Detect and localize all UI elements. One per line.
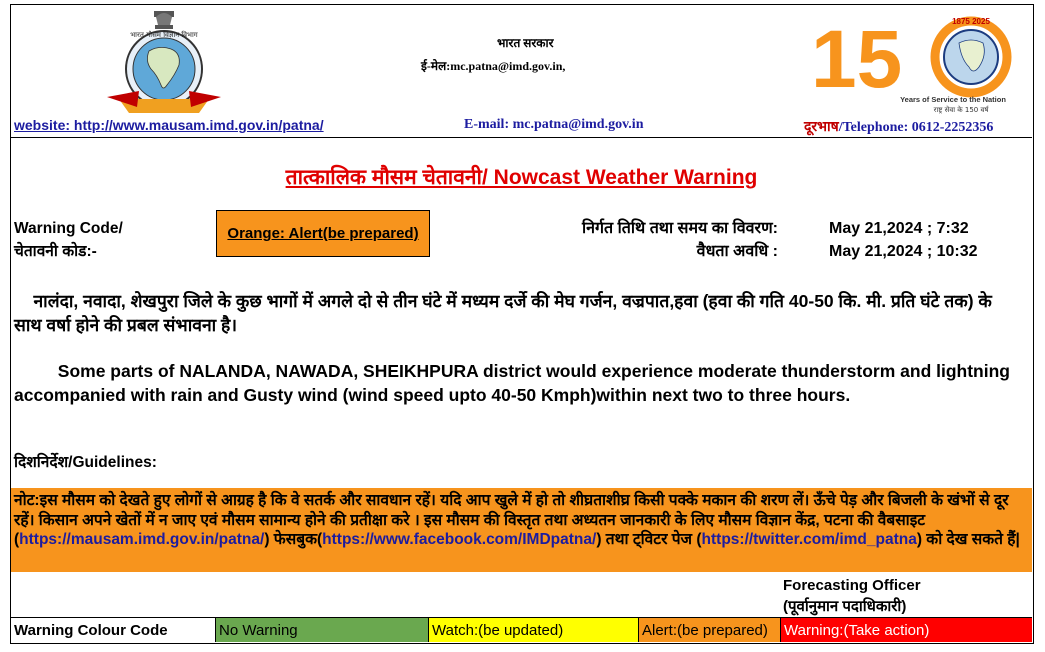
warning-code-badge: Orange: Alert(be prepared)	[216, 210, 430, 257]
legend-no-warning: No Warning	[216, 618, 429, 642]
logo-tagline: Years of Service to the Nation	[900, 95, 1006, 104]
email-hindi-line: ई-मेल:mc.patna@imd.gov.in,	[421, 59, 566, 73]
validity-label: वैधता अवधि :	[696, 243, 778, 260]
warning-text-english	[14, 359, 1024, 407]
page-title: तात्कालिक मौसम चेतावनी/ Nowcast Weather Warning	[285, 166, 758, 189]
facebook-link[interactable]: https://www.facebook.com/IMDpatna/	[322, 531, 597, 548]
legend-watch: Watch:(be updated)	[429, 618, 639, 642]
warning-code-label-en: Warning Code/	[14, 220, 123, 237]
logo-number: 15	[811, 15, 903, 105]
imd-150-years-logo	[811, 15, 1026, 115]
legend-warning: Warning:(Take action)	[781, 618, 1032, 642]
logo-tagline-hindi: राष्ट्र सेवा के 150 वर्ष	[933, 106, 989, 114]
warning-text-hindi	[14, 289, 1024, 337]
gov-name: भारत सरकार	[497, 36, 554, 50]
logo-years: 1875 2025	[952, 17, 990, 26]
issue-values	[829, 217, 978, 263]
emblem-text: भारत मौसम विज्ञान विभाग	[130, 31, 198, 39]
legend-alert: Alert:(be prepared)	[639, 618, 781, 642]
note-part-3: ) तथा ट्विटर पेज (	[596, 531, 702, 548]
imd-emblem-logo	[99, 9, 229, 117]
officer-title-hi: (पूर्वानुमान पदाधिकारी)	[783, 598, 907, 615]
guidelines-label: दिशनिर्देश/Guidelines:	[14, 454, 157, 471]
issue-time-label: निर्गत तिथि तथा समय का विवरण:	[582, 220, 778, 237]
phone-label-hindi: दूरभाष	[804, 120, 839, 135]
phone-number: /Telephone: 0612-2252356	[838, 120, 994, 135]
guidelines-note	[11, 488, 1032, 572]
warning-code-label-hi: चेतावनी कोड:-	[14, 243, 97, 260]
warning-text-hindi-content: नालंदा, नवादा, शेखपुरा जिले के कुछ भागों में अगले दो से तीन घंटे में मध्यम दर्जे की मेघ गर्जन, वज्रपात,हवा (हवा की गति 40-50 कि. मी. प्रति घंटे तक) के साथ वर्षा होने की प्रबल संभावना है।	[14, 291, 992, 335]
note-part-1: नोट:इस मौसम को देखते हुए लोगों से आग्रह है कि वे सतर्क और सावधान रहें। यदि आप खुले में हो तो शीघ्रताशीघ्र किसी पक्के मकान की शरण लें। ऊँचे पेड़ और बिजली के खंभों से दूर रहें। किसान अपने खेतों में न जाए एवं मौसम सामान्य होने की प्रतीक्षा करे । इस मौसम की विस्तृत तथा अध्यतन जानकारी के लिए मौसम विज्ञान केंद्र, पटना की वैबसाइट (	[14, 492, 1009, 548]
warning-code-label	[14, 217, 123, 263]
telephone	[804, 117, 993, 136]
warning-text-english-content: Some parts of NALANDA, NAWADA, SHEIKHPURA district would experience moderate thunderstorm and lightning accompanied with rain and Gusty wind (wind speed upto 40-50 Kmph)within next two to three hours.	[14, 361, 1010, 405]
officer-title-en: Forecasting Officer	[783, 577, 921, 594]
legend-label: Warning Colour Code	[11, 618, 216, 642]
note-part-4: ) को देख सकते हैं|	[916, 531, 1020, 548]
email-address: E-mail: mc.patna@imd.gov.in	[464, 117, 644, 132]
imd-patna-website-link[interactable]: https://mausam.imd.gov.in/patna/	[19, 531, 265, 548]
warning-colour-legend	[11, 617, 1032, 642]
header	[11, 5, 1032, 138]
forecasting-officer	[783, 575, 921, 617]
twitter-link[interactable]: https://twitter.com/imd_patna	[701, 531, 917, 548]
validity-value: May 21,2024 ; 10:32	[829, 243, 978, 260]
issue-labels	[531, 217, 778, 263]
issue-time-value: May 21,2024 ; 7:32	[829, 220, 969, 237]
website-link[interactable]: website: http://www.mausam.imd.gov.in/patna/	[14, 117, 324, 133]
note-part-2: ) फेसबुक(	[264, 531, 323, 548]
warning-document	[10, 4, 1034, 644]
